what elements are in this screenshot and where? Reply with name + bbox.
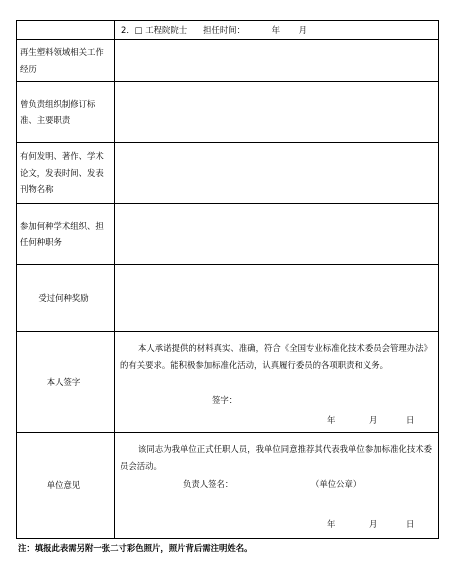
awards-field[interactable] (115, 265, 439, 332)
signature-cell[interactable] (115, 332, 439, 433)
experience-field[interactable] (115, 40, 439, 82)
unit-opinion-label: 单位意见 (17, 433, 115, 539)
position-line: 2．□ 工程院院士 担任时间： 年 月 (115, 21, 439, 40)
unit-day-label: 日 (406, 519, 415, 529)
signature-month-label: 月 (369, 415, 378, 425)
unit-month-label: 月 (369, 519, 378, 529)
inventions-field[interactable] (115, 143, 439, 204)
signature-label: 本人签字 (17, 332, 115, 433)
member-registration-table (16, 20, 439, 539)
inventions-row (17, 143, 439, 204)
signature-year-label: 年 (327, 415, 336, 425)
organizations-row (17, 204, 439, 265)
position-row-blank-cell (17, 21, 115, 40)
signature-row (17, 332, 439, 433)
awards-row (17, 265, 439, 332)
signature-day-label: 日 (406, 415, 415, 425)
standards-field[interactable] (115, 82, 439, 143)
position-row (17, 21, 439, 40)
standards-row (17, 82, 439, 143)
awards-label: 受过何种奖励 (17, 265, 115, 332)
standards-label: 曾负责组织制修订标准、主要职责 (17, 82, 115, 143)
responsible-person-label: 负责人签名： (183, 479, 234, 489)
experience-label: 再生塑料领域相关工作经历 (17, 40, 115, 82)
photo-footnote: 注：填报此表需另附一张二寸彩色照片，照片背后需注明姓名。 (18, 543, 253, 553)
organizations-field[interactable] (115, 204, 439, 265)
inventions-label: 有何发明、著作、学术论文，发表时间、发表刊物名称 (17, 143, 115, 204)
unit-seal-label: （单位公章） (311, 479, 362, 489)
experience-row (17, 40, 439, 82)
unit-year-label: 年 (327, 519, 336, 529)
commitment-statement: 本人承诺提供的材料真实、准确，符合《全国专业标准化技术委员会管理办法》的有关要求。能积极参加标准化活动，认真履行委员的各项职责和义务。 (120, 343, 432, 370)
unit-recommendation-statement: 该同志为我单位正式任职人员，我单位同意推荐其代表我单位参加标准化技术委员会活动。 (120, 444, 432, 471)
unit-opinion-cell[interactable] (115, 433, 439, 539)
sign-label: 签字： (212, 395, 238, 405)
organizations-label: 参加何种学术组织、担任何种职务 (17, 204, 115, 265)
unit-opinion-row (17, 433, 439, 539)
